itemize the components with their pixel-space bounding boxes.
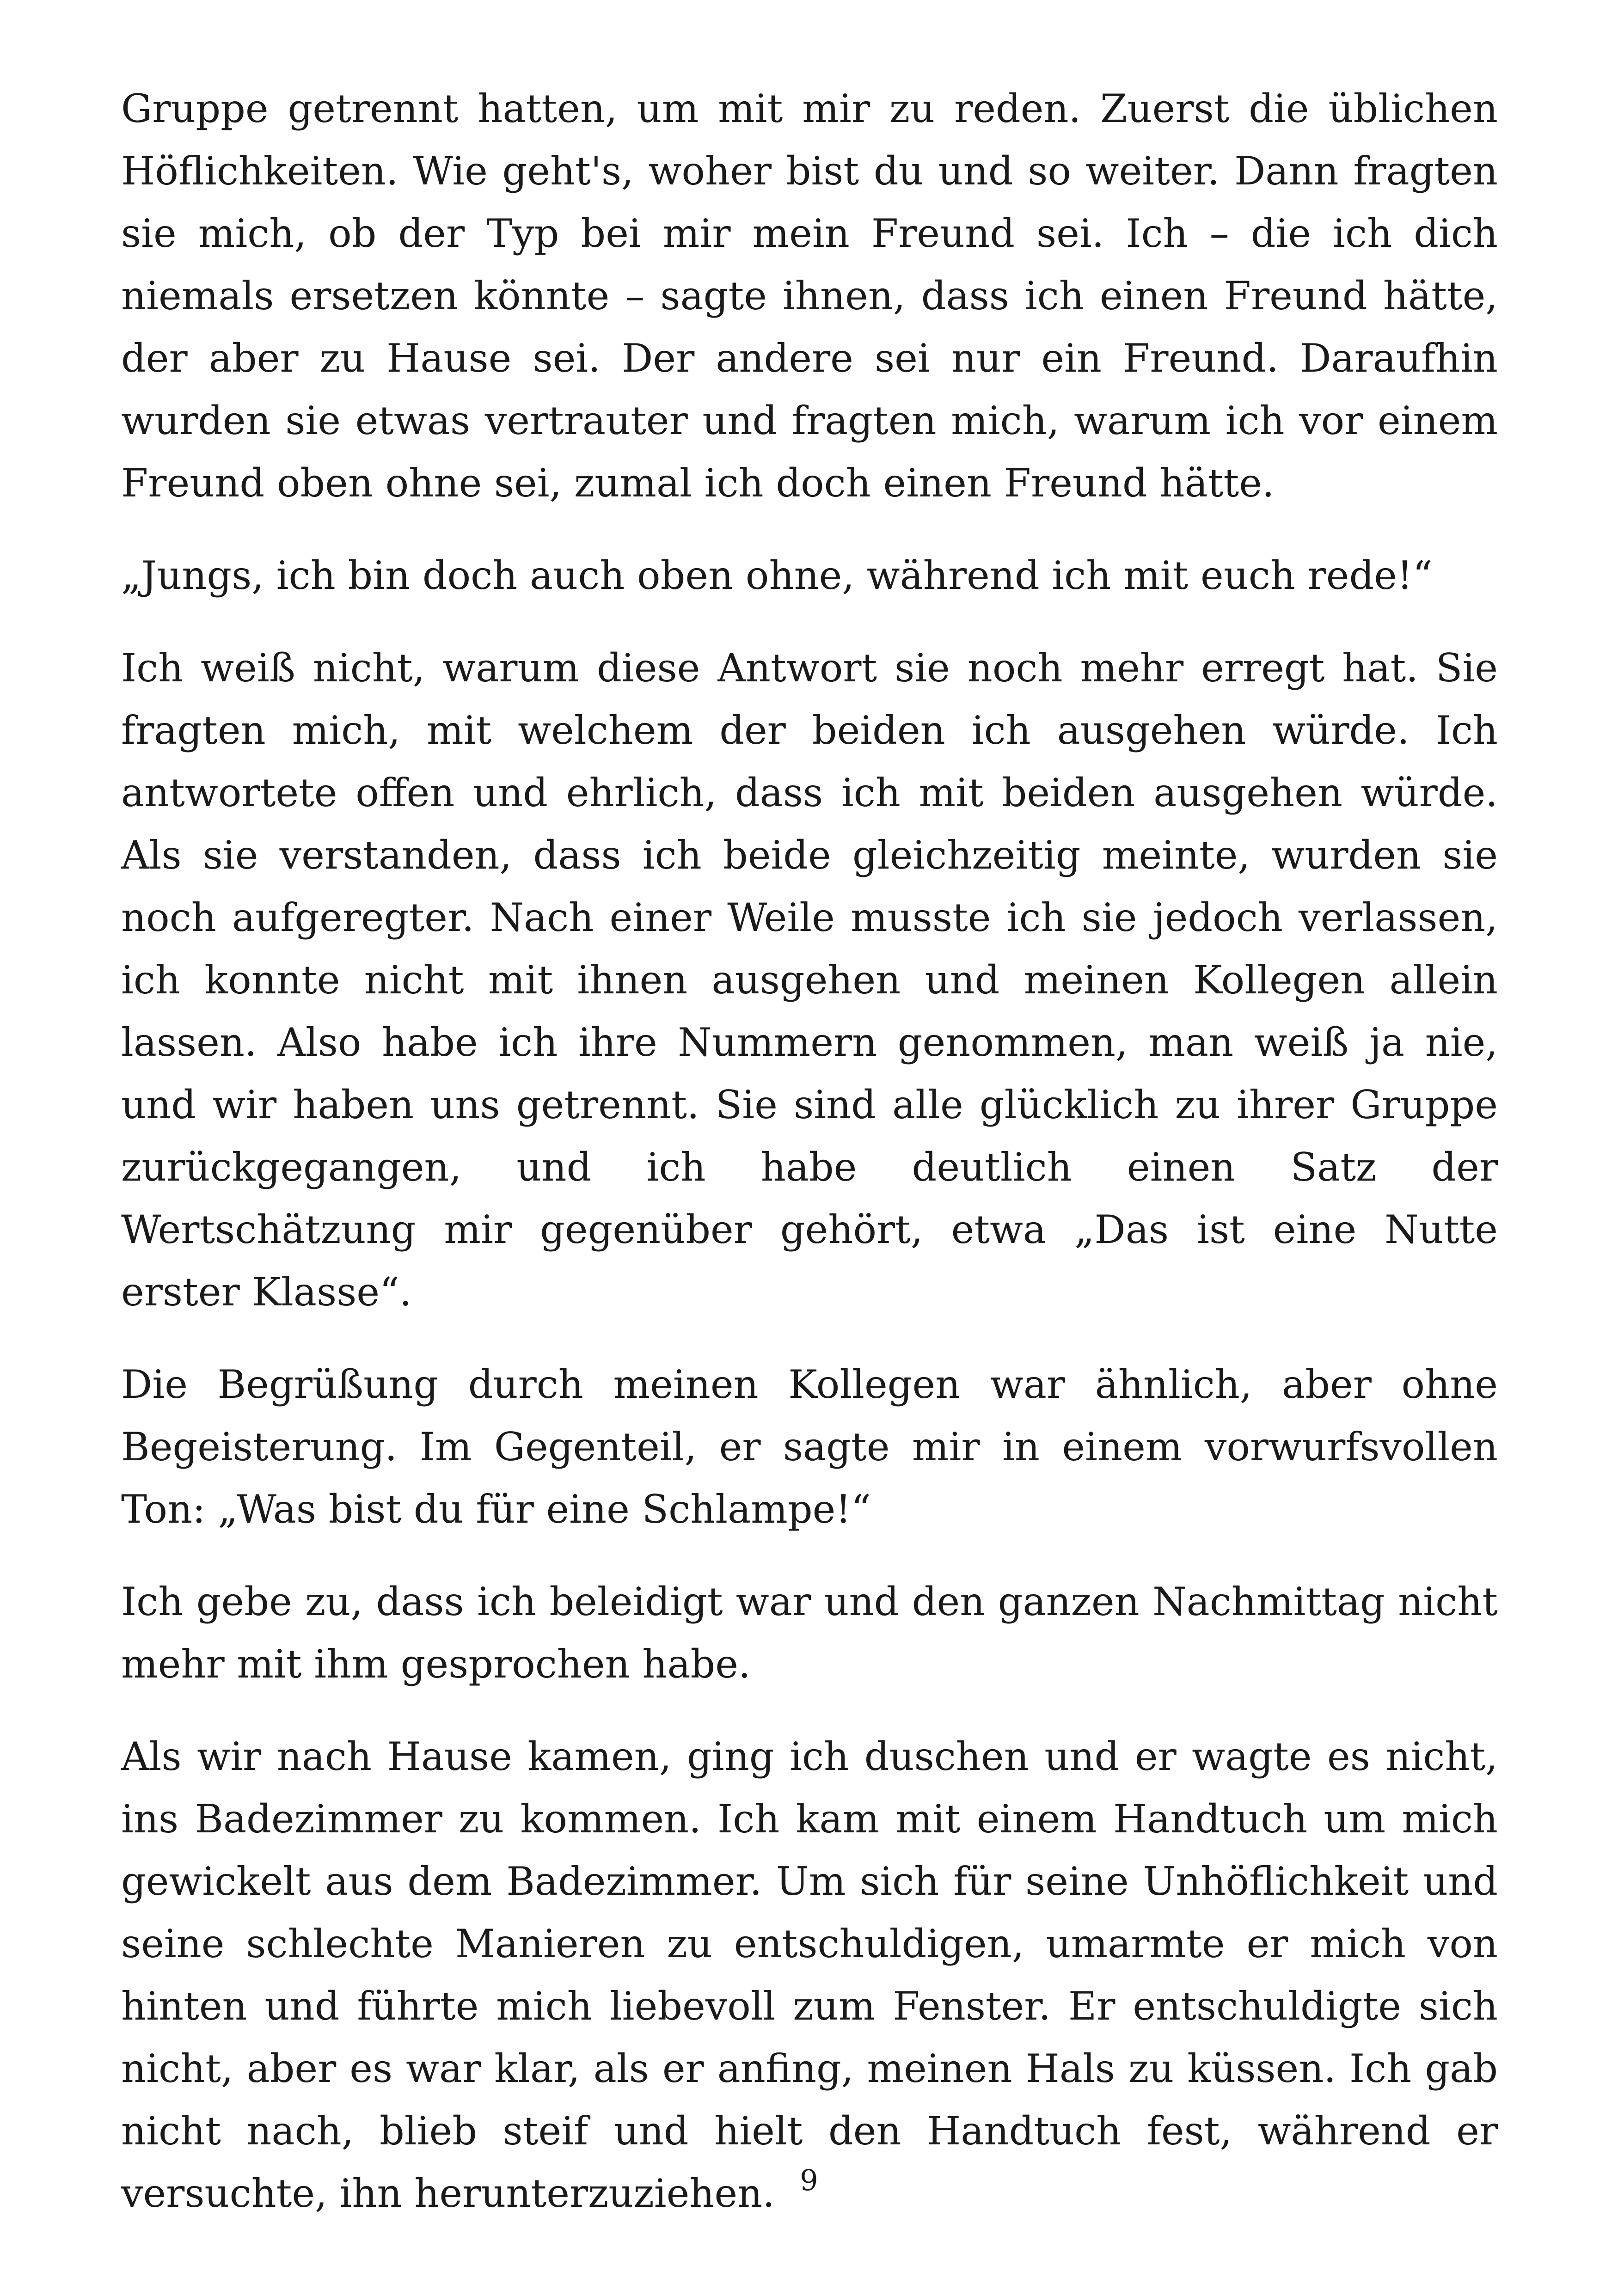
paragraph-6: Als wir nach Hause kamen, ging ich duschen und er wagte es nicht, ins Badezimmer zu kommen. Ich kam mit einem Handtuch um mich gewickelt aus dem Badezimmer. Um sich für seine Unhöflichkeit und seine schlechte Manieren zu entschuldigen, umarmte er mich von hinten und führte mich liebevoll zum Fenster. Er entschuldigte sich nicht, aber es war klar, als er anfing, meinen Hals zu küssen. Ich gab nicht nach, blieb steif und hielt den Handtuch fest, während er versuchte, ihn herunterzuziehen.	[121, 1734, 1498, 2216]
paragraph-2: „Jungs, ich bin doch auch oben ohne, während ich mit euch rede!“	[121, 553, 1433, 598]
body-text	[121, 78, 1498, 2255]
paragraph-4: Die Begrüßung durch meinen Kollegen war ähnlich, aber ohne Begeisterung. Im Gegenteil, er sagte mir in einem vorwurfsvollen Ton: „Was bist du für eine Schlampe!“	[121, 1362, 1498, 1532]
paragraph-1: Gruppe getrennt hatten, um mit mir zu reden. Zuerst die üblichen Höflichkeiten. Wie geht's, woher bist du und so weiter. Dann fragten sie mich, ob der Typ bei mir mein Freund sei. Ich – die ich dich niemals ersetzen könnte – sagte ihnen, dass ich einen Freund hätte, der aber zu Hause sei. Der andere sei nur ein Freund. Daraufhin wurden sie etwas vertrauter und fragten mich, warum ich vor einem Freund oben ohne sei, zumal ich doch einen Freund hätte.	[121, 86, 1498, 506]
page-number: 9	[800, 2163, 818, 2197]
paragraph-3: Ich weiß nicht, warum diese Antwort sie noch mehr erregt hat. Sie fragten mich, mit welchem der beiden ich ausgehen würde. Ich antwortete offen und ehrlich, dass ich mit beiden ausgehen würde. Als sie verstanden, dass ich beide gleichzeitig meinte, wurden sie noch aufgeregter. Nach einer Weile musste ich sie jedoch verlassen, ich konnte nicht mit ihnen ausgehen und meinen Kollegen allein lassen. Also habe ich ihre Nummern genommen, man weiß ja nie, und wir haben uns getrennt. Sie sind alle glücklich zu ihrer Gruppe zurückgegangen, und ich habe deutlich einen Satz der Wertschätzung mir gegenüber gehört, etwa „Das ist eine Nutte erster Klasse“.	[121, 645, 1498, 1315]
paragraph-5: Ich gebe zu, dass ich beleidigt war und den ganzen Nachmittag nicht mehr mit ihm gesprochen habe.	[121, 1579, 1498, 1687]
